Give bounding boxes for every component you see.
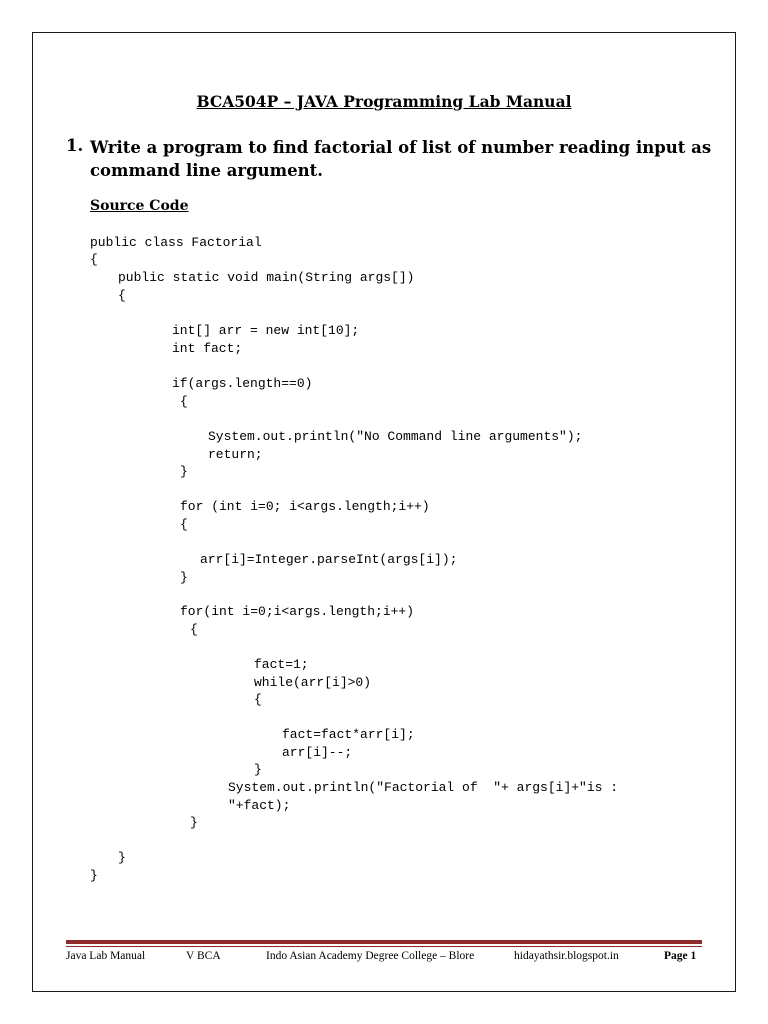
code-line: fact=fact*arr[i]; [282, 727, 415, 742]
code-line: { [118, 288, 126, 303]
footer-page-number: Page 1 [664, 950, 697, 962]
code-line: { [90, 252, 98, 267]
section-heading: Source Code [90, 198, 189, 214]
code-line: System.out.println("No Command line arguments"); [208, 429, 583, 444]
code-line: while(arr[i]>0) [254, 675, 372, 690]
question-line-1: Write a program to find factorial of list of number reading input as [90, 138, 712, 157]
code-line: } [254, 762, 262, 777]
code-line: { [254, 692, 262, 707]
code-line: public static void main(String args[]) [118, 270, 415, 285]
code-line: } [180, 570, 188, 585]
code-line: int[] arr = new int[10]; [172, 323, 360, 338]
code-line: return; [208, 447, 263, 462]
code-line: fact=1; [254, 657, 309, 672]
code-line: for (int i=0; i<args.length;i++) [180, 499, 430, 514]
code-line: for(int i=0;i<args.length;i++) [180, 604, 415, 619]
code-line: } [190, 815, 198, 830]
code-line: if(args.length==0) [172, 376, 313, 391]
question-text [90, 136, 712, 182]
code-line: } [180, 464, 188, 479]
document-title: BCA504P – JAVA Programming Lab Manual [196, 92, 572, 111]
code-line: int fact; [172, 341, 243, 356]
code-line: } [118, 850, 126, 865]
code-line: arr[i]--; [282, 745, 353, 760]
footer-class: V BCA [186, 950, 221, 962]
question-line-2: command line argument. [90, 161, 323, 180]
code-line: arr[i]=Integer.parseInt(args[i]); [200, 552, 458, 567]
code-line: System.out.println("Factorial of "+ args[i]+"is : [228, 780, 619, 795]
question-number: 1. [66, 136, 84, 155]
footer-college: Indo Asian Academy Degree College – Blore [266, 950, 475, 962]
code-line: } [90, 868, 98, 883]
code-line: { [180, 517, 188, 532]
code-line: public class Factorial [90, 235, 262, 250]
code-line: "+fact); [228, 798, 291, 813]
footer-site: hidayathsir.blogspot.in [514, 950, 619, 962]
footer-rule-thin [66, 946, 702, 947]
footer-rule [66, 940, 702, 944]
code-line: { [180, 394, 188, 409]
code-line: { [190, 622, 198, 637]
footer-manual: Java Lab Manual [66, 950, 146, 962]
